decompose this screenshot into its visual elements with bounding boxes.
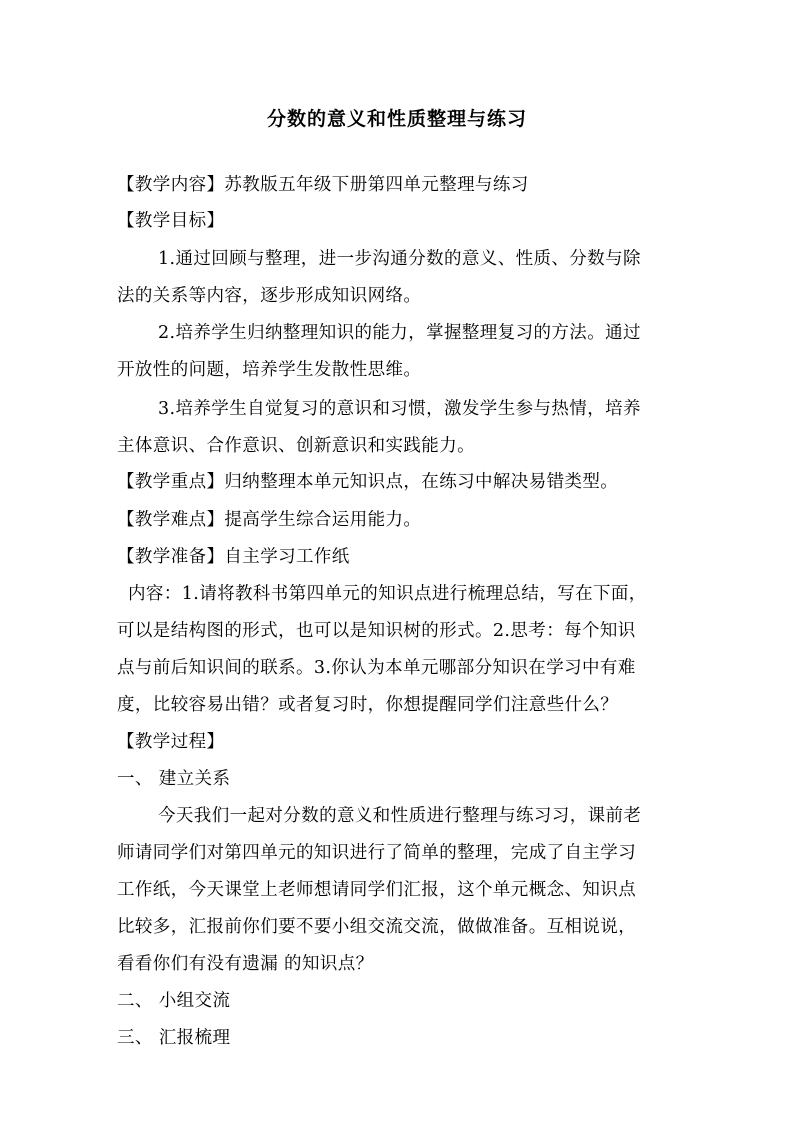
- key-point-text: 归纳整理本单元知识点，在练习中解决易错类型。: [224, 472, 619, 492]
- preparation-label: 【教学准备】: [117, 547, 225, 567]
- preparation-line-2: 可以是结构图的形式，也可以是知识树的形式。2.思考：每个知识: [117, 621, 636, 641]
- goal-1-line-1: 1.通过回顾与整理，进一步沟通分数的意义、性质、分数与除: [158, 249, 641, 269]
- goal-3-line-1: 3.培养学生自觉复习的意识和习惯，激发学生参与热情，培养: [158, 399, 641, 419]
- section-1-line-2: 师请同学们对第四单元的知识进行了简单的整理，完成了自主学习: [117, 843, 637, 863]
- teaching-goals-label: 【教学目标】: [117, 211, 225, 231]
- section-1-line-5: 看看你们有没有遗漏 的知识点？: [117, 954, 374, 974]
- key-point: [117, 468, 618, 493]
- preparation-line-3: 点与前后知识间的联系。3.你认为本单元哪部分知识在学习中有难: [117, 658, 636, 678]
- section-1-line-1: 今天我们一起对分数的意义和性质进行整理与练习习，课前老: [158, 806, 642, 826]
- difficulty-text: 提高学生综合运用能力。: [224, 510, 422, 530]
- difficulty-label: 【教学难点】: [117, 510, 225, 530]
- preparation-text: 自主学习工作纸: [224, 547, 350, 567]
- document-title: 分数的意义和性质整理与练习: [266, 108, 527, 130]
- goal-2-line-2: 开放性的问题，培养学生发散性思维。: [117, 360, 422, 380]
- section-1-heading: 一、 建立关系: [117, 769, 231, 789]
- preparation-line-1: 内容：1.请将教科书第四单元的知识点进行梳理总结，写在下面，: [128, 584, 647, 604]
- goal-1-line-2: 法的关系等内容，逐步形成知识网络。: [117, 286, 422, 306]
- preparation-line-4: 度，比较容易出错？或者复习时，你想提醒同学们注意些什么？: [117, 695, 619, 715]
- difficulty: [117, 506, 421, 531]
- key-point-label: 【教学重点】: [117, 472, 225, 492]
- section-1-line-3: 工作纸，今天课堂上老师想请同学们汇报，这个单元概念、知识点: [117, 880, 637, 900]
- section-3-heading: 三、 汇报梳理: [117, 1028, 231, 1048]
- preparation: [117, 543, 350, 568]
- teaching-content-label: 【教学内容】: [117, 175, 225, 195]
- teaching-content-text: 苏教版五年级下册第四单元整理与练习: [224, 175, 529, 195]
- teaching-process-label: 【教学过程】: [117, 732, 225, 752]
- goal-3-line-2: 主体意识、合作意识、创新意识和实践能力。: [117, 436, 475, 456]
- section-1-line-4: 比较多，汇报前你们要不要小组交流交流，做做准备。互相说说，: [117, 917, 637, 937]
- section-2-heading: 二、 小组交流: [117, 991, 231, 1011]
- teaching-content: [117, 171, 529, 196]
- goal-2-line-1: 2.培养学生归纳整理知识的能力，掌握整理复习的方法。通过: [158, 323, 641, 343]
